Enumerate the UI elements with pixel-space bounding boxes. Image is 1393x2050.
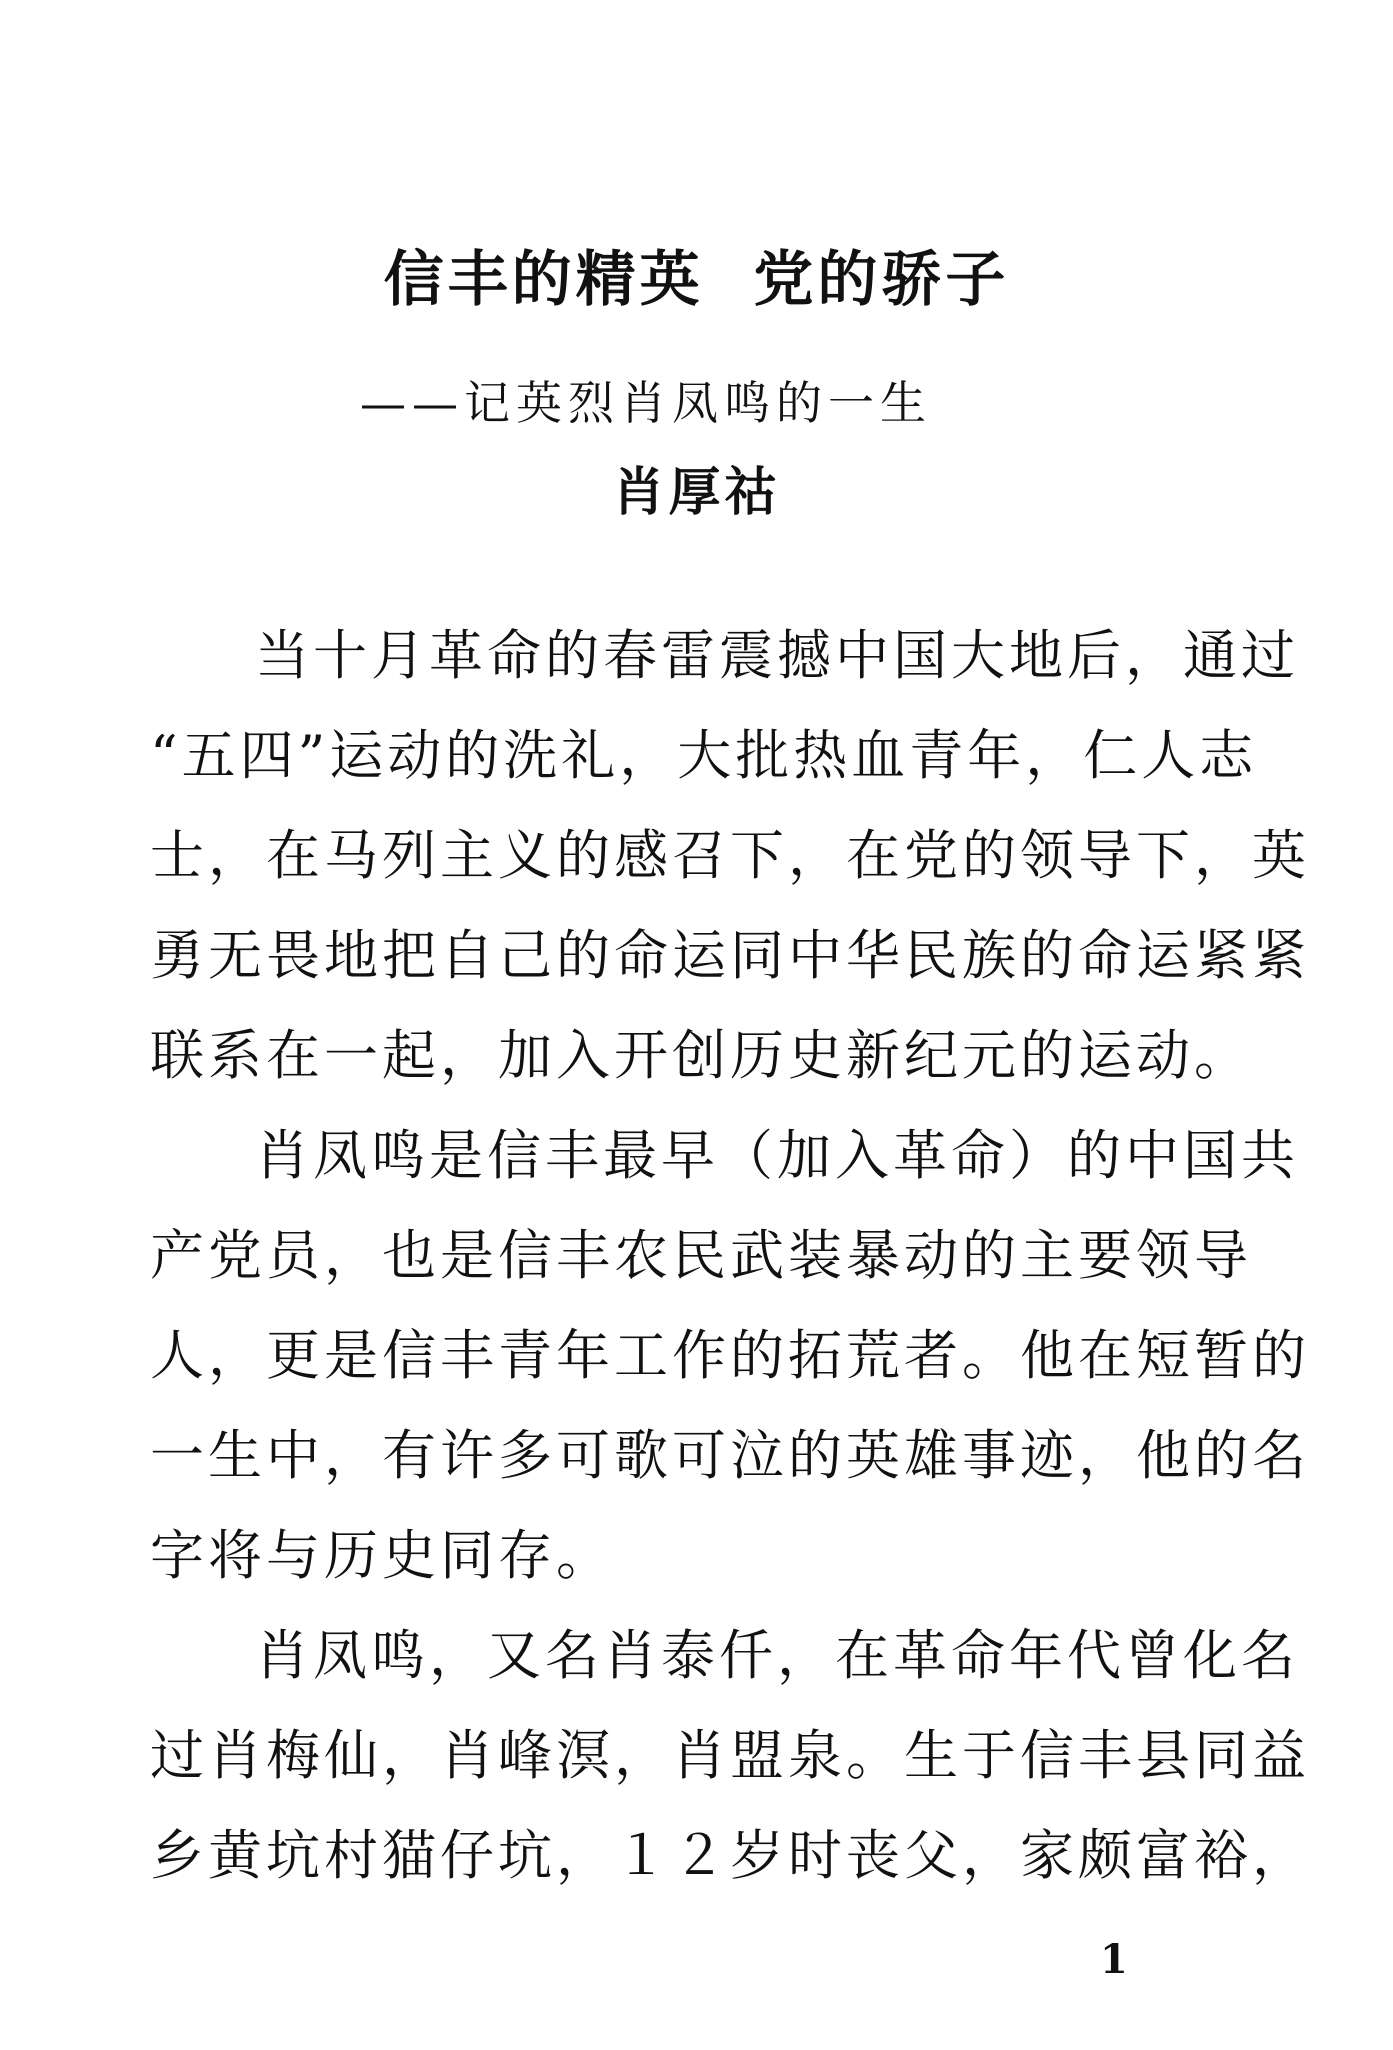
body-line: 肖凤鸣，又名肖泰仟，在革命年代曾化名 (255, 1624, 1299, 1687)
page-number: 1 (1100, 1936, 1128, 1983)
body-line: 当十月革命的春雷震撼中国大地后，通过 (255, 624, 1299, 687)
article-author: 肖厚祜 (612, 462, 781, 523)
body-line: 乡黄坑村猫仔坑，１２岁时丧父，家颇富裕， (150, 1824, 1310, 1887)
body-line: “五四”运动的洗礼，大批热血青年，仁人志 (150, 724, 1258, 787)
article-title: 信丰的精英 党的骄子 (383, 245, 1010, 315)
body-line: 人，更是信丰青年工作的拓荒者。他在短暂的 (150, 1324, 1310, 1387)
body-line: 字将与历史同存。 (150, 1524, 614, 1587)
body-line: 肖凤鸣是信丰最早（加入革命）的中国共 (255, 1124, 1299, 1187)
body-line: 过肖梅仙，肖峰溟，肖盟泉。生于信丰县同益 (150, 1724, 1310, 1787)
body-line: 勇无畏地把自己的命运同中华民族的命运紧紧 (150, 924, 1310, 987)
body-line: 联系在一起，加入开创历史新纪元的运动。 (150, 1024, 1252, 1087)
body-line: 一生中，有许多可歌可泣的英雄事迹，他的名 (150, 1424, 1310, 1487)
article-subtitle: ——记英烈肖凤鸣的一生 (360, 376, 932, 430)
body-line: 产党员，也是信丰农民武装暴动的主要领导 (150, 1224, 1252, 1287)
body-line: 士，在马列主义的感召下，在党的领导下，英 (150, 824, 1310, 887)
